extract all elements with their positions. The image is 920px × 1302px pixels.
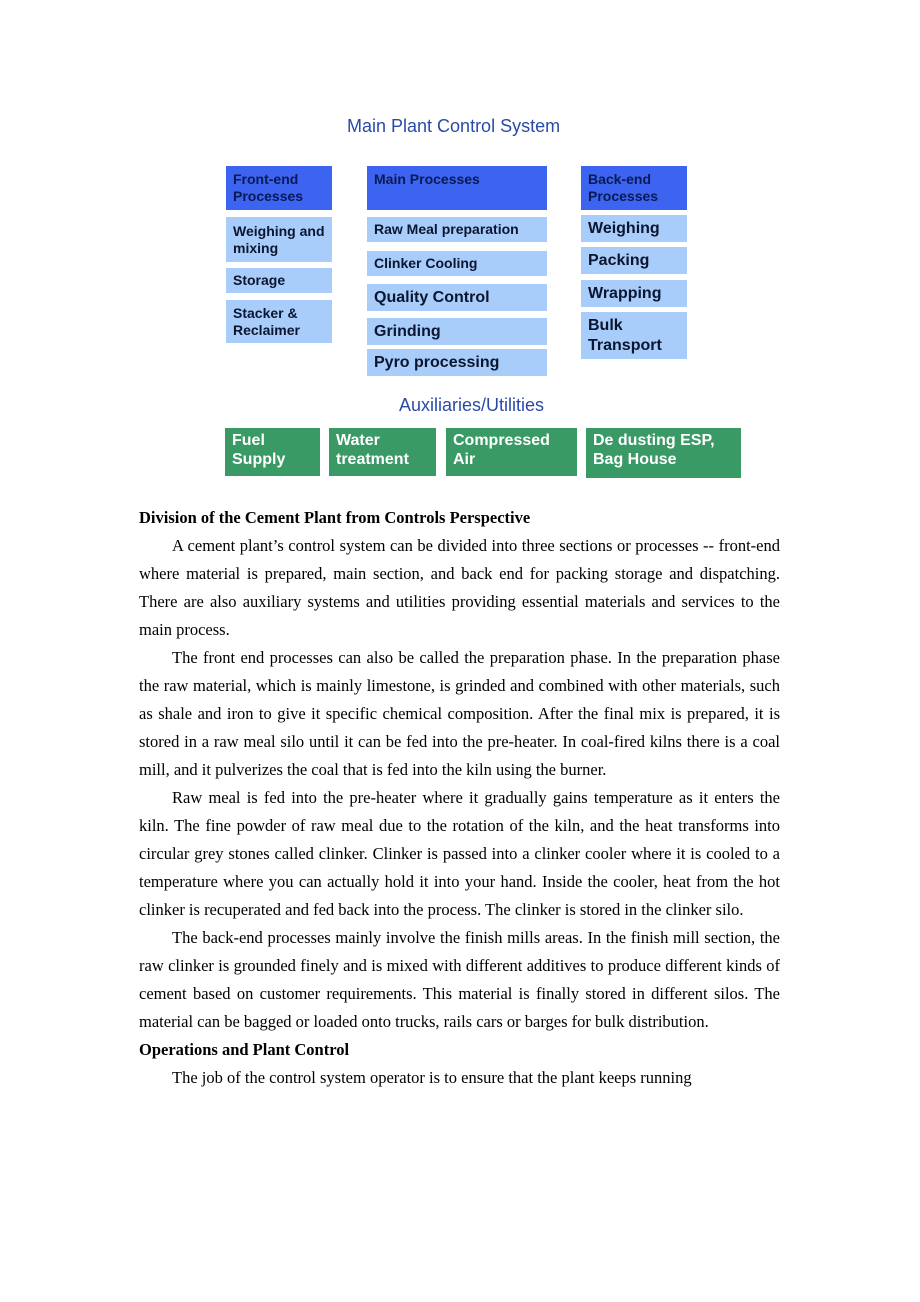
paragraph: The job of the control system operator is to ensure that the plant keeps running (172, 1068, 692, 1087)
main-item: Grinding (367, 318, 547, 345)
document-body (139, 504, 780, 1092)
main-item: Pyro processing (367, 349, 547, 376)
section-heading: Division of the Cement Plant from Controls Perspective (139, 508, 531, 527)
back-end-item: Weighing (581, 215, 687, 242)
main-item: Clinker Cooling (367, 251, 547, 276)
paragraph: Raw meal is fed into the pre-heater where it gradually gains temperature as it enters the kiln. The fine powder of raw meal due to the rotation of the kiln, and the heat transforms into circular grey stones called clinker. Clinker is passed into a clinker cooler where it is cooled to a temperature where you can actually hold it into your hand. Inside the cooler, heat from the hot clinker is recuperated and fed back into the process. The clinker is stored in the clinker silo. (139, 788, 780, 919)
front-end-item: Stacker & Reclaimer (226, 300, 332, 343)
paragraph: The front end processes can also be called the preparation phase. In the preparation phase the raw material, which is mainly limestone, is grinded and combined with other materials, such as shale and iron to give it specific chemical composition. After the final mix is prepared, it is stored in a raw meal silo until it can be fed into the pre-heater. In coal-fired kilns there is a coal mill, and it pulverizes the coal that is fed into the kiln using the burner. (139, 648, 780, 779)
main-item: Raw Meal preparation (367, 217, 547, 242)
back-end-header: Back-end Processes (581, 166, 687, 210)
paragraph: The back-end processes mainly involve the finish mills areas. In the finish mill section, the raw clinker is grounded finely and is mixed with different additives to produce different kinds of cement based on customer requirements. This material is finally stored in different silos. The material can be bagged or loaded onto trucks, rails cars or barges for bulk distribution. (139, 928, 780, 1031)
utilities-title: Auxiliaries/Utilities (399, 395, 545, 415)
utility-box: De dusting ESP, Bag House (586, 428, 741, 478)
back-end-item: Wrapping (581, 280, 687, 307)
control-system-diagram (0, 0, 920, 500)
paragraph: A cement plant’s control system can be divided into three sections or processes -- front-end where material is prepared, main section, and back end for packing storage and dispatching. There are also auxiliary systems and utilities providing essential materials and services to the main process. (139, 536, 780, 639)
main-header: Main Processes (367, 166, 547, 210)
utility-box: Fuel Supply (225, 428, 320, 476)
utility-box: Water treatment (329, 428, 436, 476)
front-end-header: Front-end Processes (226, 166, 332, 210)
front-end-item: Weighing and mixing (226, 217, 332, 262)
utility-box: Compressed Air (446, 428, 577, 476)
diagram-title: Main Plant Control System (347, 116, 561, 136)
back-end-item: Packing (581, 247, 687, 274)
section-heading: Operations and Plant Control (139, 1040, 350, 1059)
back-end-item: Bulk Transport (581, 312, 687, 359)
front-end-item: Storage (226, 268, 332, 293)
main-item: Quality Control (367, 284, 547, 311)
